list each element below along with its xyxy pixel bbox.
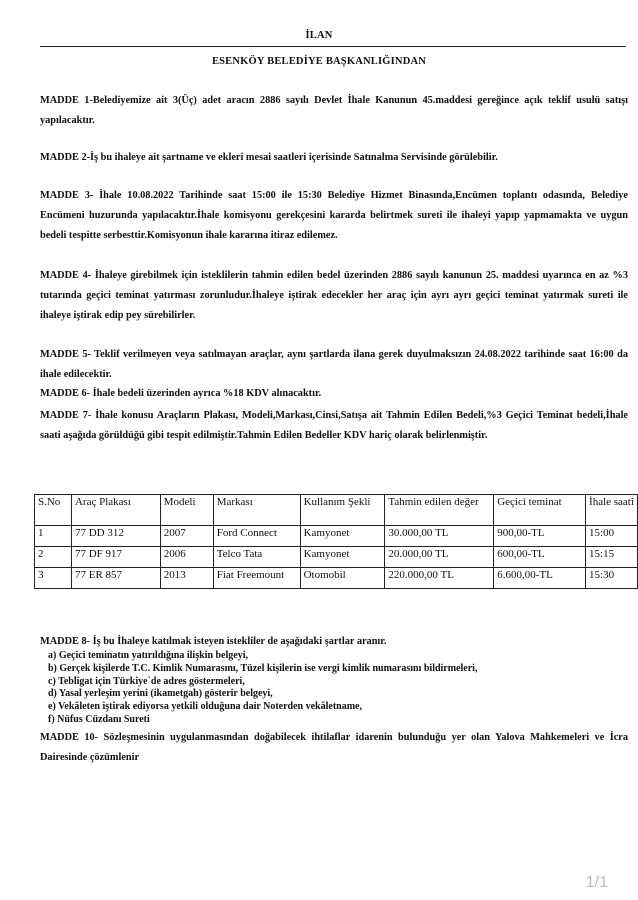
table-cell: 77 DD 312 — [71, 526, 160, 547]
table-cell: 2007 — [160, 526, 213, 547]
header-cell: Modeli — [160, 495, 213, 526]
madde-4: MADDE 4- İhaleye girebilmek için isteklilerin tahmin edilen bedel üzerinden 2886 sayılı kanunun 25. maddesi uyarınca en az %3 tutarında geçici teminat yatırması zorunludur.İhaleye iştirak edecekler her araç için ayrı ayrı geçici teminat yatırmak sureti ile ihaleye iştirak edip pey sürebilirler. — [40, 270, 628, 321]
table-cell: Kamyonet — [300, 547, 385, 568]
header-cell: Markası — [213, 495, 300, 526]
table-cell: 30.000,00 TL — [385, 526, 494, 547]
list-item: b) Gerçek kişilerde T.C. Kimlik Numarasını, Tüzel kişilerin ise vergi kimlik numarasını bildirmeleri, — [48, 662, 478, 674]
table-cell: 220.000,00 TL — [385, 568, 494, 589]
table-cell: 600,00-TL — [494, 547, 586, 568]
table-row — [35, 526, 638, 547]
madde-8-intro: MADDE 8- İş bu İhaleye katılmak isteyen istekliler de aşağıdaki şartlar aranır. — [40, 636, 387, 647]
table-cell: 3 — [35, 568, 72, 589]
list-item: a) Geçici teminatın yatırıldığına ilişkin belgeyi, — [48, 650, 248, 661]
vehicle-table — [34, 494, 638, 589]
list-item: f) Nüfus Cüzdanı Sureti — [48, 713, 150, 725]
list-item: d) Yasal yerleşim yerini (ikametgah) gösterir belgeyi, — [48, 688, 273, 700]
table-cell: 77 ER 857 — [71, 568, 160, 589]
header-cell: Tahmin edilen değer — [385, 495, 494, 526]
madde-7: MADDE 7- İhale konusu Araçların Plakası, Modeli,Markası,Cinsi,Satışa ait Tahmin Edilen Bedeli,%3 Geçici Teminat bedeli,İhale saati aşağıda görüldüğü gibi tespit edilmiştir.Tahmin Edilen Bedeller KDV hariç olarak belirlenmiştir. — [40, 410, 628, 441]
header-cell: Araç Plakası — [71, 495, 160, 526]
table-header-row — [35, 495, 638, 526]
header-cell: S.No — [35, 495, 72, 526]
table-cell: 15:30 — [586, 568, 638, 589]
madde-6: MADDE 6- İhale bedeli üzerinden ayrıca %18 KDV alınacaktır. — [40, 388, 322, 399]
table-cell: 2 — [35, 547, 72, 568]
madde-8-list — [48, 650, 477, 727]
table-cell: 15:00 — [586, 526, 638, 547]
table-cell: 77 DF 917 — [71, 547, 160, 568]
table-cell: 6.600,00-TL — [494, 568, 586, 589]
header-cell: Geçici teminat — [494, 495, 586, 526]
title-rule — [40, 46, 626, 47]
issuer-heading: ESENKÖY BELEDİYE BAŞKANLIĞINDAN — [211, 56, 427, 67]
header-cell: Kullanım Şekli — [300, 495, 385, 526]
table-cell: Kamyonet — [300, 526, 385, 547]
table-cell: Telco Tata — [213, 547, 300, 568]
document-title: İLAN — [305, 30, 333, 41]
madde-1: MADDE 1-Belediyemize ait 3(Üç) adet aracın 2886 sayılı Devlet İhale Kanunun 45.maddesi gereğince açık teklif usulü satışı yapılacaktır. — [40, 95, 628, 126]
madde-2: MADDE 2-İş bu ihaleye ait şartname ve ekleri mesai saatleri içerisinde Satınalma Servisinde görülebilir. — [40, 152, 498, 163]
header-cell: İhale saati — [586, 495, 638, 526]
madde-3: MADDE 3- İhale 10.08.2022 Tarihinde saat 15:00 ile 15:30 Belediye Hizmet Binasında,Encümen toplantı odasında, Belediye Encümeni huzurunda yapılacaktır.İhale komisyonu gerekçesini kararda belirtmek sureti ile ihaleyi yapıp yapmamakta ve uygun bedeli tespitte serbesttir.Komisyonun ihale kararına itiraz edilemez. — [40, 190, 628, 241]
table-row — [35, 568, 638, 589]
madde-10: MADDE 10- Sözleşmesinin uygulanmasından doğabilecek ihtilaflar idarenin bulunduğu yer olan Yalova Mahkemeleri ve İcra Dairesinde çözümlenir — [40, 732, 628, 763]
list-item: e) Vekâleten iştirak ediyorsa yetkili olduğuna dair Noterden vekâletname, — [48, 701, 362, 713]
table-cell: Otomobil — [300, 568, 385, 589]
page-number: 1/1 — [585, 874, 608, 891]
table-cell: 15:15 — [586, 547, 638, 568]
table-cell: 2006 — [160, 547, 213, 568]
table-cell: 20.000,00 TL — [385, 547, 494, 568]
table-cell: 2013 — [160, 568, 213, 589]
table-cell: 1 — [35, 526, 72, 547]
table-row — [35, 547, 638, 568]
table-cell: Fiat Freemount — [213, 568, 300, 589]
table-cell: 900,00-TL — [494, 526, 586, 547]
table-cell: Ford Connect — [213, 526, 300, 547]
madde-5: MADDE 5- Teklif verilmeyen veya satılmayan araçlar, aynı şartlarda ilana gerek duyulmaksızın 24.08.2022 tarihinde saat 16:00 da ihale edilecektir. — [40, 349, 628, 380]
list-item: c) Tebligat için Türkiye`de adres göstermeleri, — [48, 675, 245, 687]
